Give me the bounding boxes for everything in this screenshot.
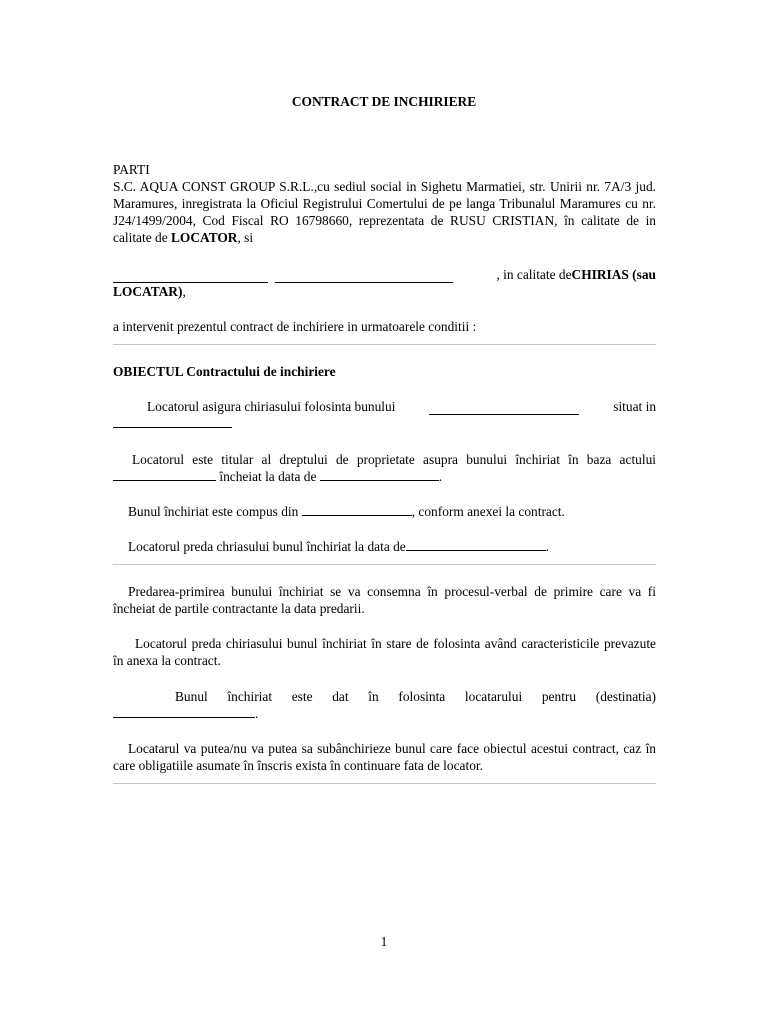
blank-line xyxy=(302,503,412,516)
chirias-line xyxy=(113,266,656,283)
document-title: CONTRACT DE INCHIRIERE xyxy=(291,94,477,109)
blank-line xyxy=(113,415,232,428)
parti-text: S.C. AQUA CONST GROUP S.R.L.,cu sediul social in Sighetu Marmatiei, str. Unirii nr. 7A/3 jud. Maramures, inregistrata la Oficiul Registrului Comertului de pe langa Tribunalul Maramures cu nr. J24/1499/2004, Cod Fiscal RO 16798660, reprezentata de RUSU CRISTIAN, în calitate de in calitate de xyxy=(113,179,656,245)
blank-line xyxy=(320,468,439,481)
obiectul-p2-line2: încheiat la data de . xyxy=(113,468,442,485)
intervenit-text: a intervenit prezentul contract de inchiriere in urmatoarele conditii : xyxy=(113,319,477,334)
obiectul-heading: OBIECTUL Contractului de inchiriere xyxy=(113,364,336,379)
chirias-label: CHIRIAS (sau xyxy=(571,267,656,282)
locatar-line: LOCATAR), xyxy=(113,284,186,299)
page-number: 1 xyxy=(380,934,388,949)
predarea-p3-line2: . xyxy=(113,705,258,722)
parti-text-end: , si xyxy=(237,230,254,245)
divider xyxy=(113,344,656,345)
locator-label: LOCATOR xyxy=(171,230,238,245)
predarea-p1: Predarea-primirea bunului închiriat se va consemna în procesul-verbal de primire care va fi încheiat de partile contractante la data predarii. xyxy=(113,584,656,616)
locatar-label: LOCATAR) xyxy=(113,284,183,299)
chirias-prefix: , in calitate de xyxy=(496,267,572,282)
blank-line xyxy=(113,468,216,481)
divider xyxy=(113,783,656,784)
blank-line xyxy=(113,270,268,283)
blank-line xyxy=(406,538,546,551)
obiectul-p2-line1: Locatorul este titular al dreptului de proprietate asupra bunului închiriat în baza actului xyxy=(132,452,656,467)
obiectul-p1 xyxy=(113,398,656,415)
obiectul-p1-end: situat in xyxy=(613,399,657,414)
parti-paragraph xyxy=(113,178,656,246)
predarea-p4: Locatarul va putea/nu va putea sa subânchirieze bunul care face obiectul acestui contract, caz în care obligatiile asumate în înscris exista în continuare fata de locator. xyxy=(113,741,656,773)
blank-line xyxy=(275,270,453,283)
divider xyxy=(113,564,656,565)
obiectul-p4: Locatorul preda chriasului bunul închiriat la data de . xyxy=(128,539,550,554)
parti-heading: PARTI xyxy=(113,162,150,177)
blank-line xyxy=(113,705,255,718)
predarea-p2: Locatorul preda chiriasului bunul închiriat în stare de folosinta având caracteristicile prevazute în anexa la contract. xyxy=(113,636,656,668)
predarea-p3-line1: Bunul închiriat este dat în folosinta locatarului pentru (destinatia) xyxy=(175,689,656,704)
obiectul-p3: Bunul închiriat este compus din , conform anexei la contract. xyxy=(128,504,565,519)
obiectul-p1-text: Locatorul asigura chiriasului folosinta bunului xyxy=(147,399,396,414)
blank-line xyxy=(429,402,579,415)
